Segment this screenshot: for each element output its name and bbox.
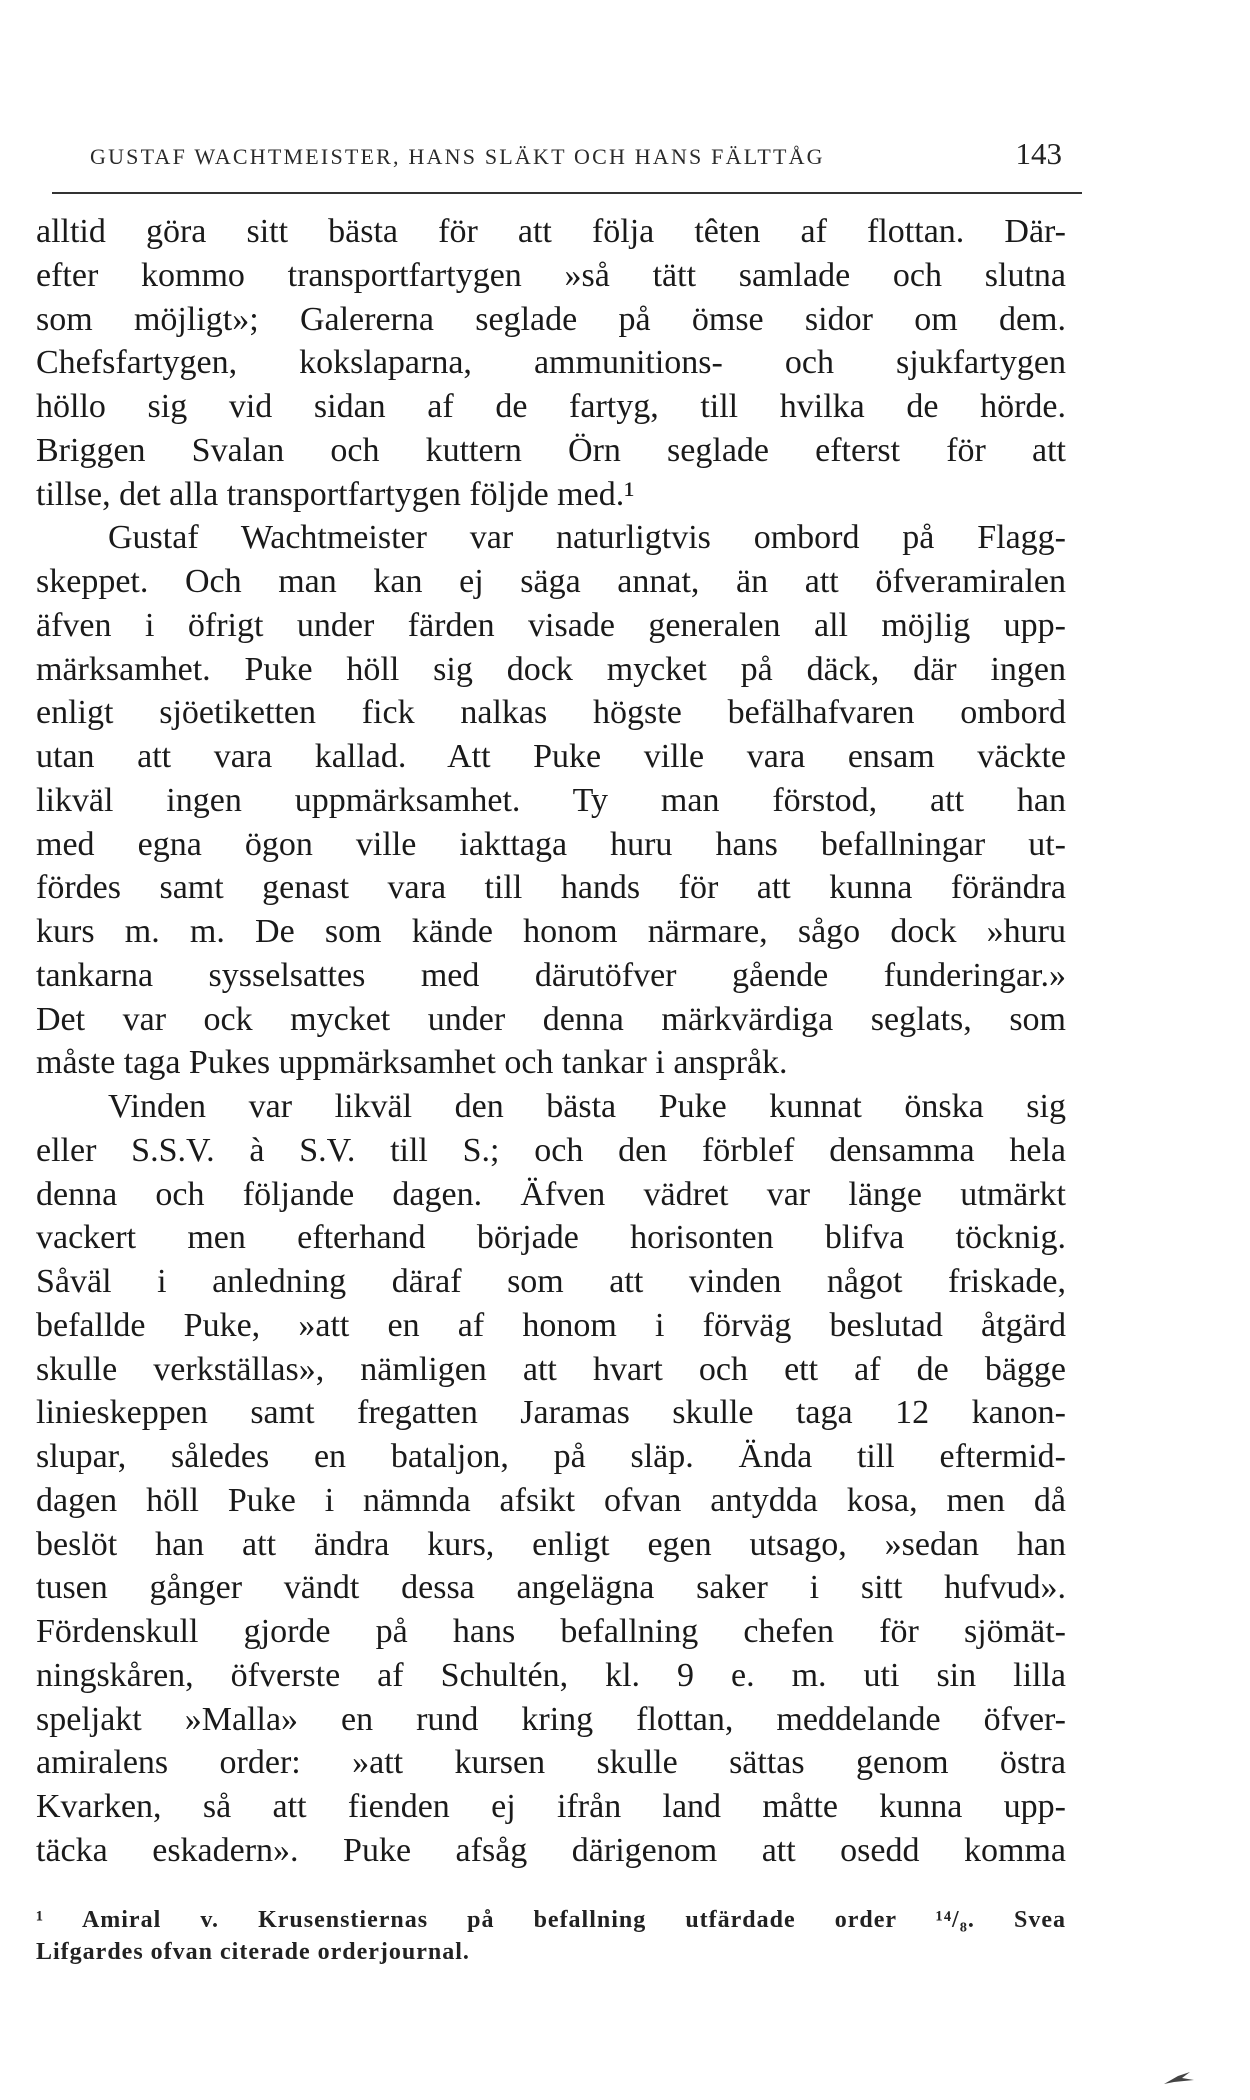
text-line: Briggen Svalan och kuttern Örn seglade efterst för att — [36, 431, 1066, 469]
text-line: dagen höll Puke i nämnda afsikt ofvan antydda kosa, men då — [36, 1481, 1066, 1519]
footnote-line: ¹ Amiral v. Krusenstiernas på befallning utfärdade order ¹⁴/₈. Svea — [36, 1907, 1066, 1933]
text-line: eller S.S.V. à S.V. till S.; och den förblef densamma hela — [36, 1131, 1066, 1169]
page-number: 143 — [1015, 136, 1062, 171]
text-line: speljakt »Malla» en rund kring flottan, meddelande öfver- — [36, 1700, 1066, 1738]
text-line: tankarna sysselsattes med därutöfver gående funderingar.» — [36, 956, 1066, 994]
running-title: GUSTAF WACHTMEISTER, HANS SLÄKT OCH HANS FÄLTTÅG — [90, 144, 825, 169]
text-line: likväl ingen uppmärksamhet. Ty man förstod, att han — [36, 781, 1066, 819]
text-line: vackert men efterhand började horisonten blifva töcknig. — [36, 1219, 1066, 1257]
text-line: som möjligt»; Galererna seglade på ömse sidor om dem. — [36, 300, 1066, 338]
text-line: linieskeppen samt fregatten Jaramas skulle taga 12 kanon- — [36, 1394, 1066, 1432]
running-header — [52, 136, 1066, 176]
text-line: kurs m. m. De som kände honom närmare, sågo dock »huru — [36, 913, 1066, 950]
text-line: höllo sig vid sidan af de fartyg, till hvilka de hörde. — [36, 388, 1066, 425]
text-line: utan att vara kallad. Att Puke ville vara ensam väckte — [36, 738, 1066, 775]
text-line: skeppet. Och man kan ej säga annat, än att öfveramiralen — [36, 563, 1066, 600]
text-line: med egna ögon ville iakttaga huru hans befallningar ut- — [36, 825, 1066, 863]
header-rule — [52, 192, 1082, 194]
footnote — [36, 1904, 1066, 1968]
text-line: Det var ock mycket under denna märkvärdiga seglats, som — [36, 1000, 1066, 1038]
text-line: Fördenskull gjorde på hans befallning chefen för sjömät- — [36, 1613, 1066, 1650]
text-line: fördes samt genast vara till hands för att kunna förändra — [36, 869, 1066, 907]
text-line: amiralens order: »att kursen skulle sättas genom östra — [36, 1744, 1066, 1782]
text-line: Kvarken, så att fienden ej ifrån land måtte kunna upp- — [36, 1788, 1066, 1825]
text-line: måste taga Pukes uppmärksamhet och tankar i anspråk. — [36, 1044, 788, 1082]
body-text — [36, 210, 1066, 1873]
text-line: enligt sjöetiketten fick nalkas högste befälhafvaren ombord — [36, 694, 1066, 732]
printer-mark-icon — [1160, 2068, 1200, 2088]
text-line: efter kommo transportfartygen »så tätt samlade och slutna — [36, 256, 1066, 294]
text-line: beslöt han att ändra kurs, enligt egen utsago, »sedan han — [36, 1525, 1066, 1563]
text-line: täcka eskadern». Puke afsåg därigenom att osedd komma — [36, 1831, 1066, 1869]
paragraph-start-line: Gustaf Wachtmeister var naturligtvis ombord på Flagg- — [108, 519, 1066, 557]
text-line: äfven i öfrigt under färden visade generalen all möjlig upp- — [36, 606, 1066, 644]
text-line: märksamhet. Puke höll sig dock mycket på däck, där ingen — [36, 650, 1066, 688]
text-line: befallde Puke, »att en af honom i förväg beslutad åtgärd — [36, 1306, 1066, 1344]
text-line: Chefsfartygen, kokslaparna, ammunitions- och sjukfartygen — [36, 344, 1066, 382]
footnote-line: Lifgardes ofvan citerade orderjournal. — [36, 1939, 470, 1965]
text-line: ningskåren, öfverste af Schultén, kl. 9 e. m. uti sin lilla — [36, 1656, 1066, 1694]
text-line: tillse, det alla transportfartygen följde med.¹ — [36, 475, 635, 513]
text-line: alltid göra sitt bästa för att följa têten af flottan. Där- — [36, 213, 1066, 250]
text-line: tusen gånger vändt dessa angelägna saker i sitt hufvud». — [36, 1569, 1066, 1607]
text-line: denna och följande dagen. Äfven vädret var länge utmärkt — [36, 1175, 1066, 1213]
paragraph-start-line: Vinden var likväl den bästa Puke kunnat önska sig — [108, 1088, 1066, 1125]
text-line: skulle verkställas», nämligen att hvart och ett af de bägge — [36, 1350, 1066, 1388]
text-line: Såväl i anledning däraf som att vinden något friskade, — [36, 1263, 1066, 1300]
text-line: slupar, således en bataljon, på släp. Ända till eftermid- — [36, 1438, 1066, 1475]
